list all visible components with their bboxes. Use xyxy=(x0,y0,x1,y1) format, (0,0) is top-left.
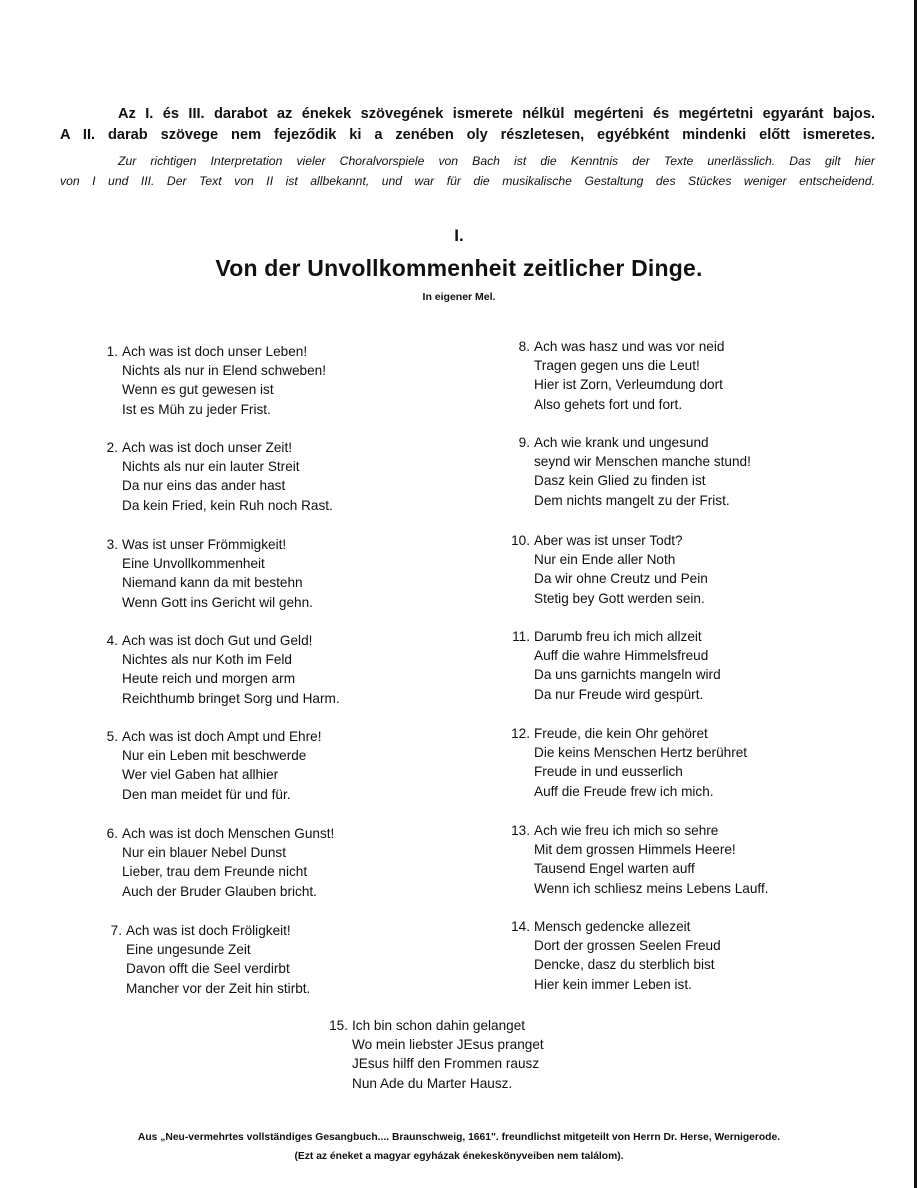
intro-german-line-1: Zur richtigen Interpretation vieler Choralvorspiele von Bach ist die Kenntnis der Texte unerlässlich. Das gilt hier xyxy=(118,154,875,168)
stanza-number: 4. xyxy=(106,633,118,648)
stanza-line: Ach was ist doch Gut und Geld! xyxy=(122,633,313,648)
stanza-line: Wo mein liebster JEsus pranget xyxy=(352,1037,544,1053)
stanza-line: Ach was ist doch Ampt und Ehre! xyxy=(122,729,322,744)
stanza-line: Da kein Fried, kein Ruh noch Rast. xyxy=(122,497,333,513)
stanza-line: Freude, die kein Ohr gehöret xyxy=(534,726,708,741)
stanza-line: Wenn Gott ins Gericht wil gehn. xyxy=(122,594,313,610)
stanza-7 xyxy=(96,921,310,998)
stanza-line: Hier kein immer Leben ist. xyxy=(534,976,692,992)
intro-german-line-2: von I und III. Der Text von II ist allbekannt, und war für die musikalische Gestaltung des Stückes weniger entscheidend. xyxy=(60,174,875,188)
stanza-line: Nur ein Ende aller Noth xyxy=(534,552,676,568)
stanza-number: 13. xyxy=(511,823,530,838)
stanza-line: Auch der Bruder Glauben bricht. xyxy=(122,883,317,899)
intro-hungarian-line-1: Az I. és III. darabot az énekek szövegének ismerete nélkül megérteni és megértetni egyaránt bajos. xyxy=(118,106,875,122)
stanza-line: Heute reich und morgen arm xyxy=(122,671,296,687)
intro-hungarian xyxy=(60,104,875,146)
stanza-5 xyxy=(92,727,321,804)
stanza-line: Reichthumb bringet Sorg und Harm. xyxy=(122,690,340,706)
stanza-line: Ach was ist doch Menschen Gunst! xyxy=(122,826,335,841)
stanza-11 xyxy=(504,627,721,704)
stanza-number: 3. xyxy=(106,537,118,552)
stanza-line: Da nur Freude wird gespürt. xyxy=(534,686,704,702)
stanza-2 xyxy=(92,438,333,515)
stanza-line: Davon offt die Seel verdirbt xyxy=(126,961,290,977)
stanza-12 xyxy=(504,724,747,801)
stanza-line: Auff die wahre Himmelsfreud xyxy=(534,648,709,664)
stanza-number: 9. xyxy=(518,435,530,450)
stanza-number: 8. xyxy=(518,339,530,354)
stanza-line: Freude in und eusserlich xyxy=(534,764,683,780)
stanza-4 xyxy=(92,631,340,708)
stanza-line: Tausend Engel warten auff xyxy=(534,861,695,877)
stanza-line: Lieber, trau dem Freunde nicht xyxy=(122,864,308,880)
stanza-number: 11. xyxy=(512,629,530,644)
stanza-line: Ach was ist doch unser Zeit! xyxy=(122,440,292,455)
stanza-line: Dort der grossen Seelen Freud xyxy=(534,938,721,954)
stanza-line: Dem nichts mangelt zu der Frist. xyxy=(534,492,730,508)
stanza-number: 15. xyxy=(329,1018,348,1033)
stanza-line: Nun Ade du Marter Hausz. xyxy=(352,1075,513,1091)
stanza-1 xyxy=(92,342,326,419)
stanza-15 xyxy=(322,1016,544,1093)
page-edge-line xyxy=(914,0,917,1188)
stanza-number: 6. xyxy=(106,826,118,841)
stanza-number: 5. xyxy=(106,729,118,744)
stanza-line: Ach wie freu ich mich so sehre xyxy=(534,823,719,838)
stanza-3 xyxy=(92,535,313,612)
stanza-line: Dencke, dasz du sterblich bist xyxy=(534,957,715,973)
stanza-number: 10. xyxy=(511,533,530,548)
stanza-line: Nichts als nur in Elend schweben! xyxy=(122,363,327,379)
page-title: Von der Unvollkommenheit zeitlicher Dinge. xyxy=(215,255,703,281)
stanza-line: Aber was ist unser Todt? xyxy=(534,533,683,548)
stanza-10 xyxy=(504,531,708,608)
stanza-line: JEsus hilff den Frommen rausz xyxy=(352,1056,540,1072)
section-number: I. xyxy=(454,226,464,245)
stanza-line: Die keins Menschen Hertz berühret xyxy=(534,745,748,761)
stanza-line: Tragen gegen uns die Leut! xyxy=(534,358,700,374)
footnote-line-2: (Ezt az éneket a magyar egyházak énekeskönyveiben nem találom). xyxy=(294,1151,624,1162)
stanza-number: 12. xyxy=(511,726,530,741)
stanza-9 xyxy=(504,433,751,510)
stanza-line: Da wir ohne Creutz und Pein xyxy=(534,571,708,587)
stanza-number: 14. xyxy=(511,919,530,934)
stanza-line: Ist es Müh zu jeder Frist. xyxy=(122,401,271,417)
stanza-line: Mancher vor der Zeit hin stirbt. xyxy=(126,980,311,996)
stanza-line: Darumb freu ich mich allzeit xyxy=(534,629,702,644)
stanza-line: Also gehets fort und fort. xyxy=(534,396,683,412)
stanza-number: 7. xyxy=(110,923,122,938)
stanza-line: Da uns garnichts mangeln wird xyxy=(534,667,721,683)
stanza-line: Stetig bey Gott werden sein. xyxy=(534,590,705,606)
stanza-line: Ach was ist doch Fröligkeit! xyxy=(126,923,291,938)
intro-hungarian-line-2: A II. darab szövege nem fejeződik ki a zenében oly részletesen, egyébként mindenki előtt ismeretes. xyxy=(60,127,875,143)
melody-note: In eigener Mel. xyxy=(422,291,496,303)
stanza-line: Ach was hasz und was vor neid xyxy=(534,339,725,354)
stanza-line: Eine ungesunde Zeit xyxy=(126,942,251,958)
stanza-line: Nichts als nur ein lauter Streit xyxy=(122,459,300,475)
stanza-line: Hier ist Zorn, Verleumdung dort xyxy=(534,377,723,393)
stanza-line: Ach was ist doch unser Leben! xyxy=(122,344,308,359)
intro-german xyxy=(60,151,875,191)
footnote-line-1: Aus „Neu-vermehrtes vollständiges Gesangbuch.... Braunschweig, 1661". freundlichst mitgeteilt von Herrn Dr. Herse, Wernigerode. xyxy=(137,1132,781,1143)
stanza-line: Wer viel Gaben hat allhier xyxy=(122,767,279,783)
stanza-line: Wenn es gut gewesen ist xyxy=(122,382,274,398)
stanza-line: Mit dem grossen Himmels Heere! xyxy=(534,842,736,858)
stanza-line: Was ist unser Frömmigkeit! xyxy=(122,537,287,552)
stanza-13 xyxy=(504,821,769,898)
stanza-6 xyxy=(92,824,334,901)
stanza-line: Nur ein blauer Nebel Dunst xyxy=(122,845,286,861)
stanza-line: Ach wie krank und ungesund xyxy=(534,435,709,450)
stanza-line: Dasz kein Glied zu finden ist xyxy=(534,473,706,489)
stanza-line: Niemand kann da mit bestehn xyxy=(122,575,303,591)
stanza-number: 1. xyxy=(106,344,118,359)
stanza-8 xyxy=(504,337,724,414)
stanza-line: Nichtes als nur Koth im Feld xyxy=(122,652,292,668)
stanza-line: Ich bin schon dahin gelanget xyxy=(352,1018,526,1033)
stanza-line: Eine Unvollkommenheit xyxy=(122,556,265,572)
source-footnote xyxy=(0,1128,918,1166)
stanza-line: Mensch gedencke allezeit xyxy=(534,919,691,934)
stanza-line: Den man meidet für und für. xyxy=(122,786,291,802)
stanza-line: Nur ein Leben mit beschwerde xyxy=(122,748,307,764)
stanza-line: seynd wir Menschen manche stund! xyxy=(534,454,751,470)
stanza-line: Auff die Freude frew ich mich. xyxy=(534,783,714,799)
stanza-number: 2. xyxy=(106,440,118,455)
stanza-line: Wenn ich schliesz meins Lebens Lauff. xyxy=(534,880,769,896)
stanza-line: Da nur eins das ander hast xyxy=(122,478,286,494)
stanza-14 xyxy=(504,917,721,994)
